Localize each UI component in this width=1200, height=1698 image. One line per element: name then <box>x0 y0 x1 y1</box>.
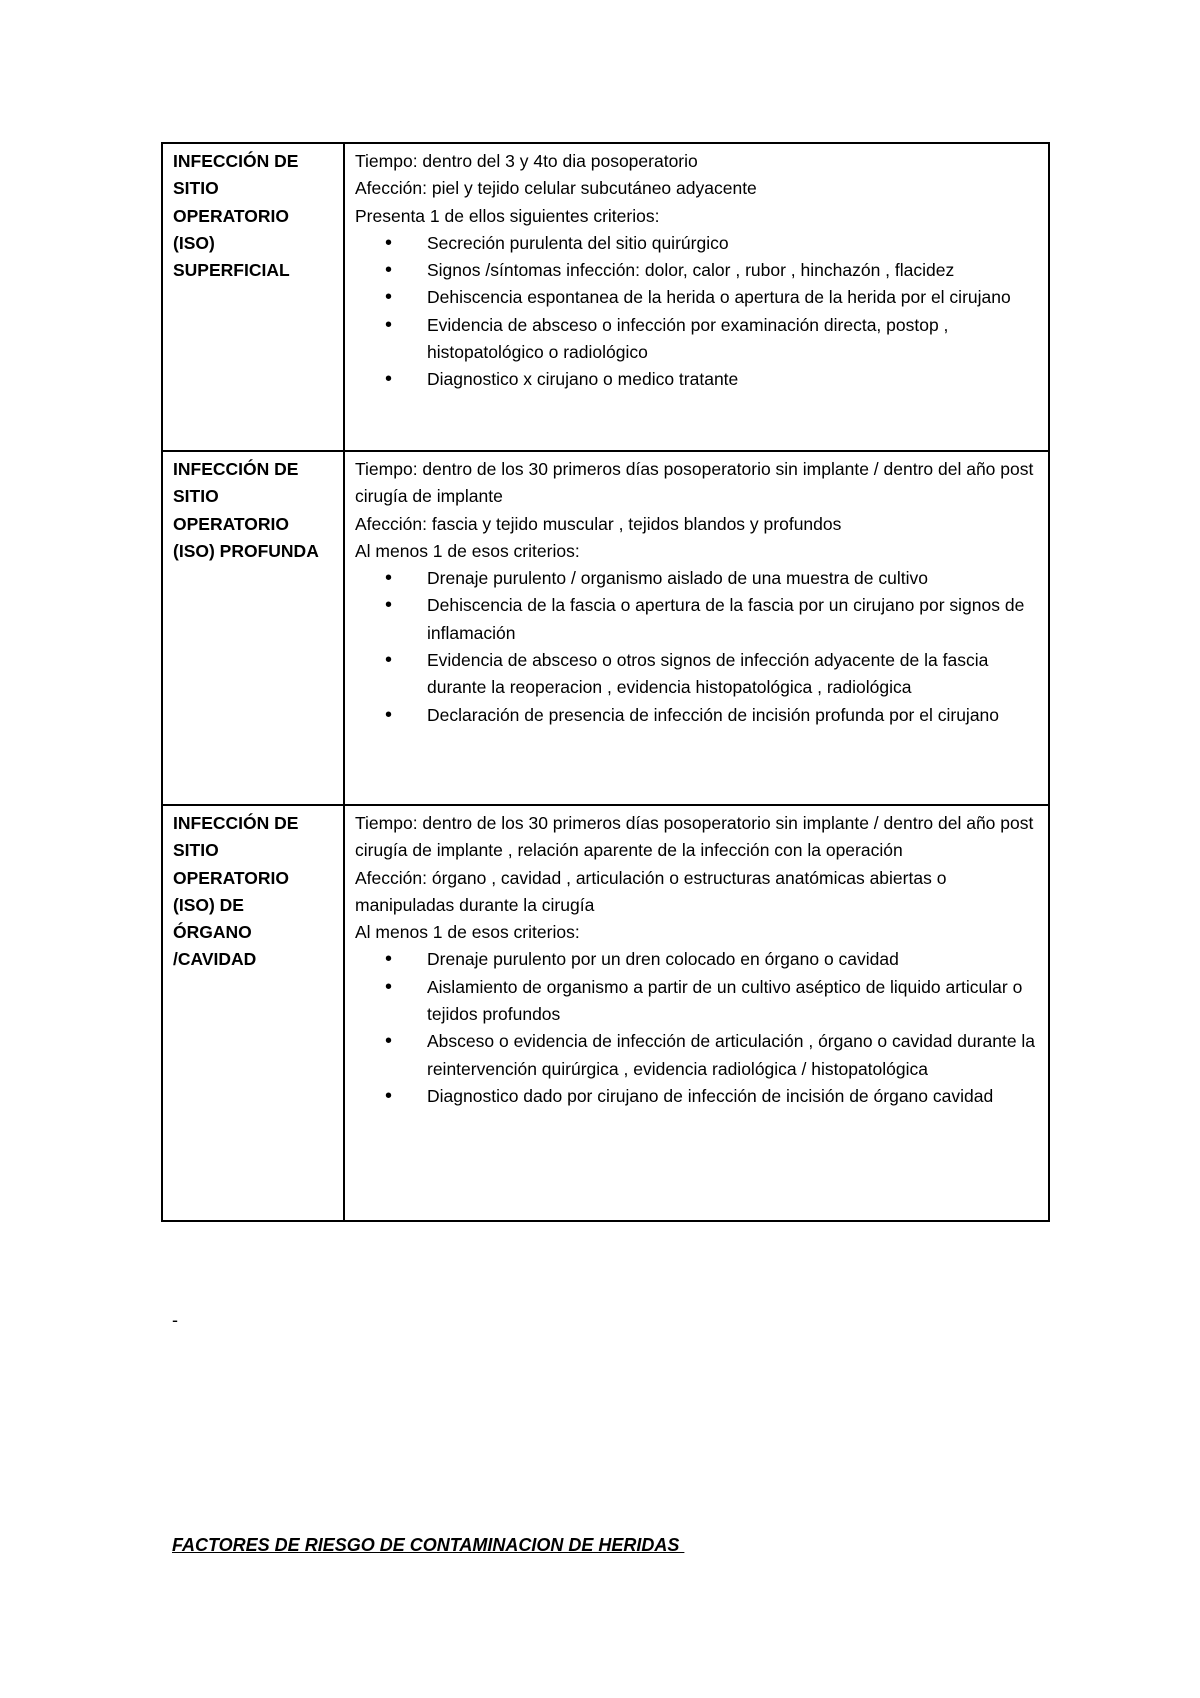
criteria-item: • Declaración de presencia de infección de incisión profunda por el cirujano <box>355 702 1038 729</box>
row-label-line: SITIO <box>173 840 219 861</box>
criteria-item: • Absceso o evidencia de infección de articulación , órgano o cavidad durante la reintervención quirúrgica , evidencia radiológica / histopatológica <box>355 1028 1038 1083</box>
row-label-cell <box>162 451 344 805</box>
row-label-line: /CAVIDAD <box>173 949 257 970</box>
row-label-line: INFECCIÓN DE <box>173 459 299 479</box>
time-text: Tiempo: dentro de los 30 primeros días posoperatorio sin implante / dentro del año post cirugía de implante <box>355 459 1034 507</box>
criteria-list <box>355 565 1038 729</box>
dash-mark: - <box>172 1310 178 1330</box>
criteria-item: • Evidencia de absceso o infección por examinación directa, postop , histopatológico o radiológico <box>355 312 1038 367</box>
criteria-intro-text: Al menos 1 de esos criterios: <box>355 922 580 943</box>
criteria-item: • Dehiscencia de la fascia o apertura de la fascia por un cirujano por signos de inflamación <box>355 592 1038 647</box>
row-label-line: ÓRGANO <box>173 922 252 943</box>
affection-text: Afección: piel y tejido celular subcutáneo adyacente <box>355 178 757 199</box>
row-label-line: SITIO <box>173 486 219 507</box>
iso-classification-table <box>161 142 1050 1222</box>
criteria-intro-text: Al menos 1 de esos criterios: <box>355 540 580 561</box>
row-label-line: INFECCIÓN DE <box>173 151 299 171</box>
row-label-line: (ISO) DE <box>173 894 244 915</box>
row-label-line: INFECCIÓN DE <box>173 813 299 833</box>
section-title: FACTORES DE RIESGO DE CONTAMINACION DE HERIDAS <box>172 1535 685 1555</box>
criteria-item: • Signos /síntomas infección: dolor, calor , rubor , hinchazón , flacidez <box>355 257 1038 284</box>
row-label-line: OPERATORIO <box>173 867 290 888</box>
criteria-item: • Aislamiento de organismo a partir de un cultivo aséptico de liquido articular o tejidos profundos <box>355 974 1038 1029</box>
row-content-cell <box>344 143 1049 451</box>
table-row-iso-profunda <box>162 451 1049 805</box>
criteria-intro-text: Presenta 1 de ellos siguientes criterios: <box>355 205 660 226</box>
affection-text: Afección: fascia y tejido muscular , tejidos blandos y profundos <box>355 513 842 534</box>
criteria-item: • Secreción purulenta del sitio quirúrgico <box>355 230 1038 257</box>
criteria-item: • Dehiscencia espontanea de la herida o apertura de la herida por el cirujano <box>355 284 1038 311</box>
time-text: Tiempo: dentro del 3 y 4to dia posoperatorio <box>355 151 698 171</box>
table-row-iso-organo-cavidad <box>162 805 1049 1221</box>
row-label-cell <box>162 143 344 451</box>
criteria-item: • Diagnostico dado por cirujano de infección de incisión de órgano cavidad <box>355 1083 1038 1110</box>
row-label-line: (ISO) PROFUNDA <box>173 540 319 561</box>
criteria-item: • Diagnostico x cirujano o medico tratante <box>355 366 1038 393</box>
row-label-line: SUPERFICIAL <box>173 260 290 281</box>
row-label-line: SITIO <box>173 178 219 199</box>
row-content-cell <box>344 805 1049 1221</box>
criteria-item: • Drenaje purulento / organismo aislado de una muestra de cultivo <box>355 565 1038 592</box>
row-label-line: OPERATORIO <box>173 513 290 534</box>
criteria-item: • Drenaje purulento por un dren colocado en órgano o cavidad <box>355 946 1038 973</box>
row-content-cell <box>344 451 1049 805</box>
affection-text: Afección: órgano , cavidad , articulación o estructuras anatómicas abiertas o manipuladas durante la cirugía <box>355 867 947 915</box>
criteria-item: • Evidencia de absceso o otros signos de infección adyacente de la fascia durante la reoperacion , evidencia histopatológica , radiológica <box>355 647 1038 702</box>
table-row-iso-superficial <box>162 143 1049 451</box>
time-text: Tiempo: dentro de los 30 primeros días posoperatorio sin implante / dentro del año post cirugía de implante , relación aparente de la infección con la operación <box>355 813 1034 861</box>
row-label-line: OPERATORIO <box>173 205 290 226</box>
criteria-list <box>355 946 1038 1110</box>
row-label-line: (ISO) <box>173 232 215 253</box>
row-label-cell <box>162 805 344 1221</box>
criteria-list <box>355 230 1038 394</box>
